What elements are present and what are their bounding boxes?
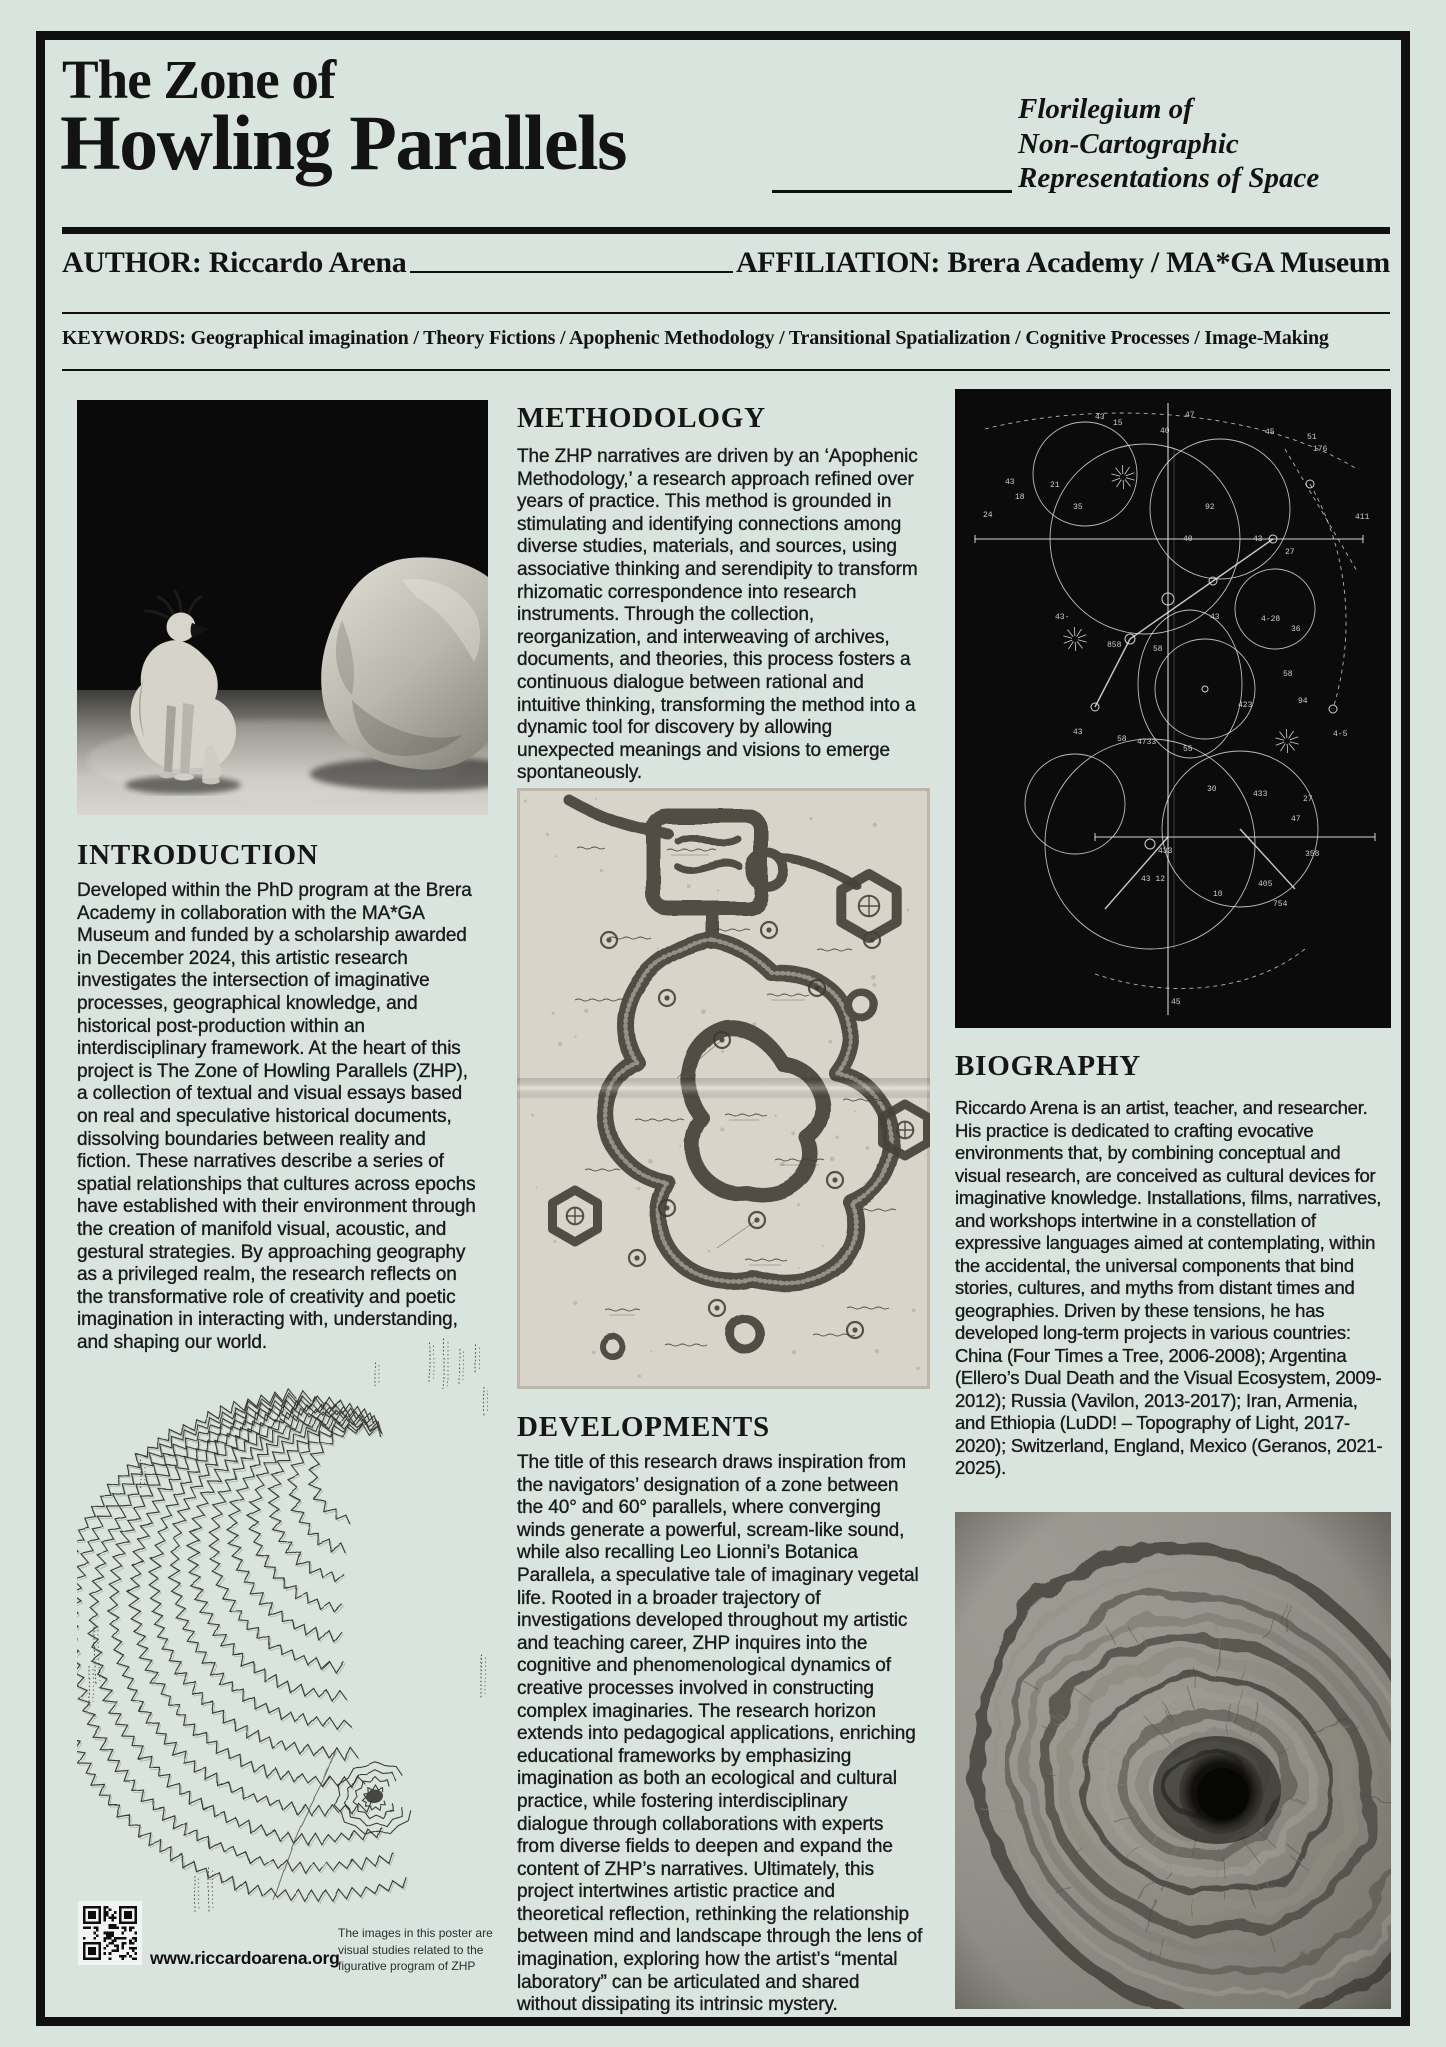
eye-rock-photo <box>955 1512 1391 2009</box>
eye-rock-photo-svg <box>955 1512 1391 2009</box>
svg-text:4-28: 4-28 <box>1261 615 1281 624</box>
header-thick-rule <box>62 227 1390 234</box>
svg-text:18: 18 <box>1015 493 1025 502</box>
svg-text:30: 30 <box>1207 785 1217 794</box>
svg-text:176: 176 <box>1313 445 1328 454</box>
svg-text:15: 15 <box>1113 419 1123 428</box>
keywords-rule-top <box>62 312 1390 314</box>
svg-text:358: 358 <box>1305 850 1320 859</box>
svg-text:58: 58 <box>1117 735 1127 744</box>
svg-text:858: 858 <box>1107 641 1122 650</box>
svg-text:94: 94 <box>1298 697 1308 706</box>
svg-text:4733: 4733 <box>1137 738 1157 747</box>
svg-text:24: 24 <box>983 511 993 520</box>
svg-text:43: 43 <box>1073 728 1083 737</box>
affiliation-value: Brera Academy / MA*GA Museum <box>947 246 1390 279</box>
svg-text:58: 58 <box>1153 645 1163 654</box>
map-fold-line <box>517 1078 930 1098</box>
poster-title-line1: The Zone of <box>62 49 336 110</box>
svg-text:27: 27 <box>1303 795 1313 804</box>
svg-text:45: 45 <box>1265 428 1275 437</box>
developments-body: The title of this research draws inspiration from the navigators’ designation of a zone between the 40° and 60° parallels, where converging winds generate a powerful, scream-like sound, while also recalling Leo Lionni’s Botanica Parallela, a speculative tale of imaginary vegetal life. Rooted in a broader trajectory of investigations developed throughout my artistic and teaching career, ZHP inquires into the cognitive and phenomenological dynamics of creative processes involved in constructing complex imaginaries. The research horizon extends into pedagogical applications, enriching educational frameworks by emphasizing imagination as both an ecological and cultural practice, while fostering interdisciplinary dialogue through collaborations with experts from diverse fields to deepen and expand the content of ZHP’s narratives. Ultimately, this project intertwines artistic practice and theoretical reflection, rethinking the relationship between mind and landscape through the lens of imagination, exploring how the artist’s “mental laboratory” can be articulated and shared without dissipating its intrinsic mystery. <box>517 1452 923 2016</box>
introduction-heading: INTRODUCTION <box>77 839 319 871</box>
svg-text:92: 92 <box>1205 503 1215 512</box>
methodology-body: The ZHP narratives are driven by an ‘Apophenic Methodology,’ a research approach refined over years of practice. This method is grounded in stimulating and identifying connections among diverse studies, materials, and sources, using associative thinking and serendipity to transform rhizomatic correspondence into research instruments. Through the collection, reorganization, and interweaving of archives, documents, and theories, this process fosters a continuous dialogue between rational and intuitive thinking, transforming the method into a dynamic tool for discovery by allowing unexpected meanings and visions to emerge spontaneously. <box>517 446 918 784</box>
biography-heading: BIOGRAPHY <box>955 1050 1142 1082</box>
svg-text:43: 43 <box>1095 413 1105 422</box>
svg-text:405: 405 <box>1258 880 1273 889</box>
affiliation-label: AFFILIATION: <box>735 246 941 279</box>
svg-text:10: 10 <box>1213 890 1223 899</box>
labyrinth-map-svg <box>517 788 930 1389</box>
keywords-line <box>62 327 1390 350</box>
labyrinth-map-image <box>517 788 930 1389</box>
biography-body: Riccardo Arena is an artist, teacher, and researcher. His practice is dedicated to crafting evocative environments that, by combining conceptual and visual research, are conceived as cultural devices for imaginative knowledge. Installations, films, narratives, and workshops intertwine in a constellation of expressive languages aimed at contemplating, within the accidental, the universal components that bind stories, cultures, and myths from distant times and geographies. Driven by these tensions, he has developed long-term projects in various countries: China (Four Times a Tree, 2006-2008); Argentina (Ellero’s Dual Death and the Visual Ecosystem, 2009-2012); Russia (Vavilon, 2013-2017); Iran, Armenia, and Ethiopia (LuDD! – Topography of Light, 2017-2020); Switzerland, England, Mexico (Geranos, 2021-2025). <box>955 1097 1383 1478</box>
svg-text:51: 51 <box>1307 433 1317 442</box>
svg-text:35: 35 <box>1073 503 1083 512</box>
author-underscore-line <box>410 270 733 273</box>
svg-text:43: 43 <box>1253 535 1263 544</box>
svg-text:411: 411 <box>1355 513 1370 522</box>
svg-text:55: 55 <box>1183 745 1193 754</box>
mountain-map-svg <box>77 1328 488 1928</box>
subtitle-line-1: Florilegium of <box>1018 93 1193 125</box>
poster-caption: The images in this poster are visual studies related to the figurative program of ZHP <box>338 1926 493 1973</box>
developments-heading: DEVELOPMENTS <box>517 1411 770 1443</box>
svg-text:433: 433 <box>1253 790 1268 799</box>
keywords-value: Geographical imagination / Theory Fictions / Apophenic Methodology / Transitional Spatialization / Cognitive Processes / Image-Making <box>190 327 1329 349</box>
subtitle-line-3: Representations of Space <box>1018 162 1320 194</box>
keywords-label: KEYWORDS: <box>62 327 186 349</box>
svg-text:40: 40 <box>1160 427 1170 436</box>
svg-text:43: 43 <box>1005 478 1015 487</box>
svg-text:43: 43 <box>1210 613 1220 622</box>
author-affiliation-row <box>62 246 1390 280</box>
svg-text:45: 45 <box>1171 998 1181 1007</box>
keywords-rule-bottom <box>62 369 1390 371</box>
svg-text:47: 47 <box>1185 411 1195 420</box>
poster-title-line2: Howling Parallels <box>60 99 626 186</box>
svg-text:21: 21 <box>1050 481 1060 490</box>
svg-text:40: 40 <box>1183 535 1193 544</box>
qr-code-svg <box>78 1901 142 1965</box>
constellation-diagram-image <box>955 389 1391 1028</box>
introduction-body: Developed within the PhD program at the Brera Academy in collaboration with the MA*GA Museum and funded by a scholarship awarded in December 2024, this artistic research investigates the intersection of imaginative processes, geographical knowledge, and historical post-production within an interdisciplinary framework. At the heart of this project is The Zone of Howling Parallels (ZHP), a collection of textual and visual essays based on real and speculative historical documents, dissolving boundaries between reality and fiction. These narratives describe a series of spatial relationships that cultures across epochs have established with their environment through the creation of manifold visual, acoustic, and gestural strategies. By approaching geography as a privileged realm, the research reflects on the transformative role of creativity and poetic imagination in interacting with, understanding, and shaping our world. <box>77 880 476 1353</box>
svg-text:36: 36 <box>1291 625 1301 634</box>
methodology-heading: METHODOLOGY <box>517 402 766 434</box>
svg-text:754: 754 <box>1273 900 1288 909</box>
svg-text:43-: 43- <box>1055 613 1070 622</box>
svg-text:433: 433 <box>1158 847 1173 856</box>
title-underscore-line <box>772 190 1012 193</box>
svg-text:27: 27 <box>1285 548 1295 557</box>
svg-text:43 12: 43 12 <box>1141 875 1166 884</box>
performance-photo-svg <box>77 400 488 815</box>
subtitle-line-2: Non-Cartographic <box>1018 127 1239 160</box>
performance-photo <box>77 400 488 815</box>
author-name: Riccardo Arena <box>208 246 407 279</box>
author-label: AUTHOR: <box>62 246 202 279</box>
svg-text:4-5: 4-5 <box>1333 730 1348 739</box>
svg-text:58: 58 <box>1283 670 1293 679</box>
svg-text:423: 423 <box>1238 701 1253 710</box>
constellation-diagram-svg <box>955 389 1391 1028</box>
qr-code <box>78 1901 142 1965</box>
mountain-map-drawing <box>77 1328 488 1928</box>
poster-subtitle <box>1018 92 1398 196</box>
svg-text:47: 47 <box>1291 815 1301 824</box>
website-link[interactable]: www.riccardoarena.org <box>150 1948 340 1968</box>
